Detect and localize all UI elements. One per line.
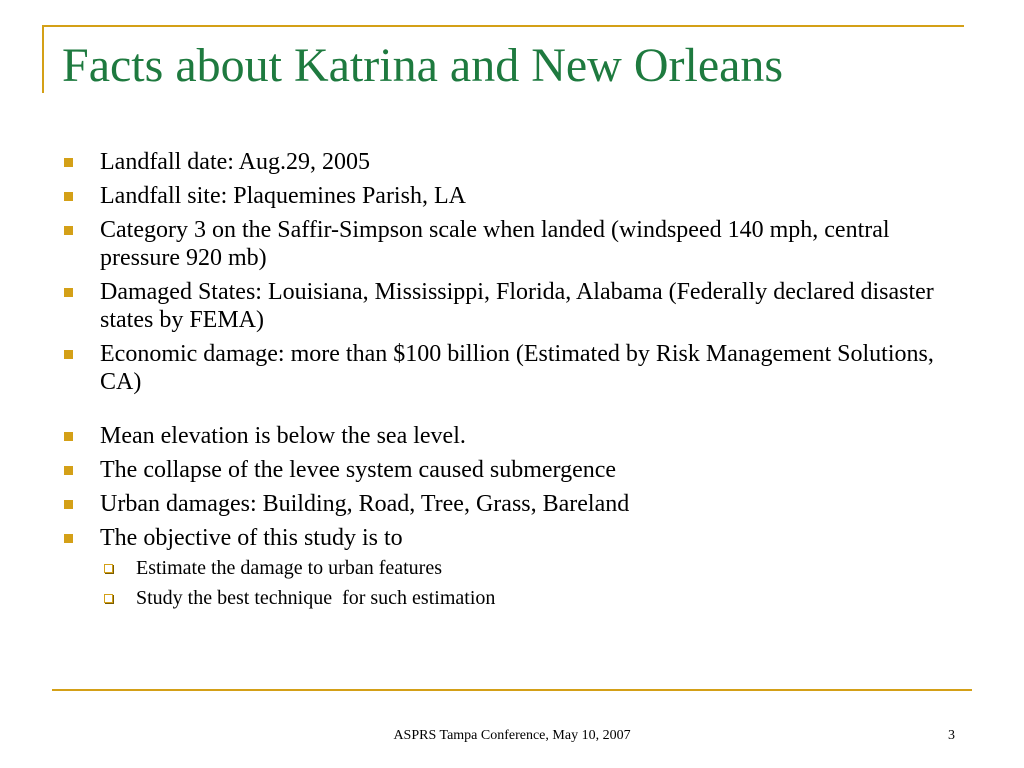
square-bullet-icon [64,192,73,201]
footer-text: ASPRS Tampa Conference, May 10, 2007 [393,728,631,743]
square-bullet-icon [64,500,73,509]
square-bullet-icon [64,226,73,235]
sub-bullet-text: Study the best technique for such estimation [136,587,496,609]
bullet-text: The objective of this study is to [100,525,403,551]
bullet-item-landfall-date [62,148,972,176]
bullet-text: Landfall site: Plaquemines Parish, LA [100,183,466,209]
bullet-text: The collapse of the levee system caused submergence [100,457,617,483]
hollow-square-bullet-icon [104,594,113,603]
bullet-text: Economic damage: more than $100 billion (Estimated by Risk Management Solutions, CA) [100,341,934,395]
bullet-item-levee-collapse [62,456,972,484]
bullet-item-objective [62,524,972,610]
bullet-item-mean-elevation [62,422,972,450]
slide-title: Facts about Katrina and New Orleans [62,39,784,92]
square-bullet-icon [64,158,73,167]
sub-bullet-list [100,556,972,610]
bullet-item-economic-damage [62,340,972,396]
bullet-text: Landfall date: Aug.29, 2005 [100,149,370,175]
square-bullet-icon [64,466,73,475]
bullet-text: Mean elevation is below the sea level. [100,423,466,449]
bullet-text: Urban damages: Building, Road, Tree, Grass, Bareland [100,491,630,517]
title-frame-top-rule [42,25,964,27]
page-number: 3 [948,728,955,743]
square-bullet-icon [64,288,73,297]
sub-bullet-text: Estimate the damage to urban features [136,557,442,579]
sub-bullet-item-best-technique [100,586,972,610]
bullet-list [62,148,972,616]
bullet-text: Damaged States: Louisiana, Mississippi, Florida, Alabama (Federally declared disaster states by FEMA) [100,279,934,333]
bullet-item-urban-damages [62,490,972,518]
bullet-item-landfall-site [62,182,972,210]
bullet-item-category [62,216,972,272]
square-bullet-icon [64,432,73,441]
footer-rule [52,689,972,691]
hollow-square-bullet-icon [104,564,113,573]
bullet-item-damaged-states [62,278,972,334]
sub-bullet-item-estimate-damage [100,556,972,580]
square-bullet-icon [64,534,73,543]
title-frame-left-rule [42,25,44,93]
square-bullet-icon [64,350,73,359]
bullet-text: Category 3 on the Saffir-Simpson scale when landed (windspeed 140 mph, central pressure 920 mb) [100,217,890,271]
